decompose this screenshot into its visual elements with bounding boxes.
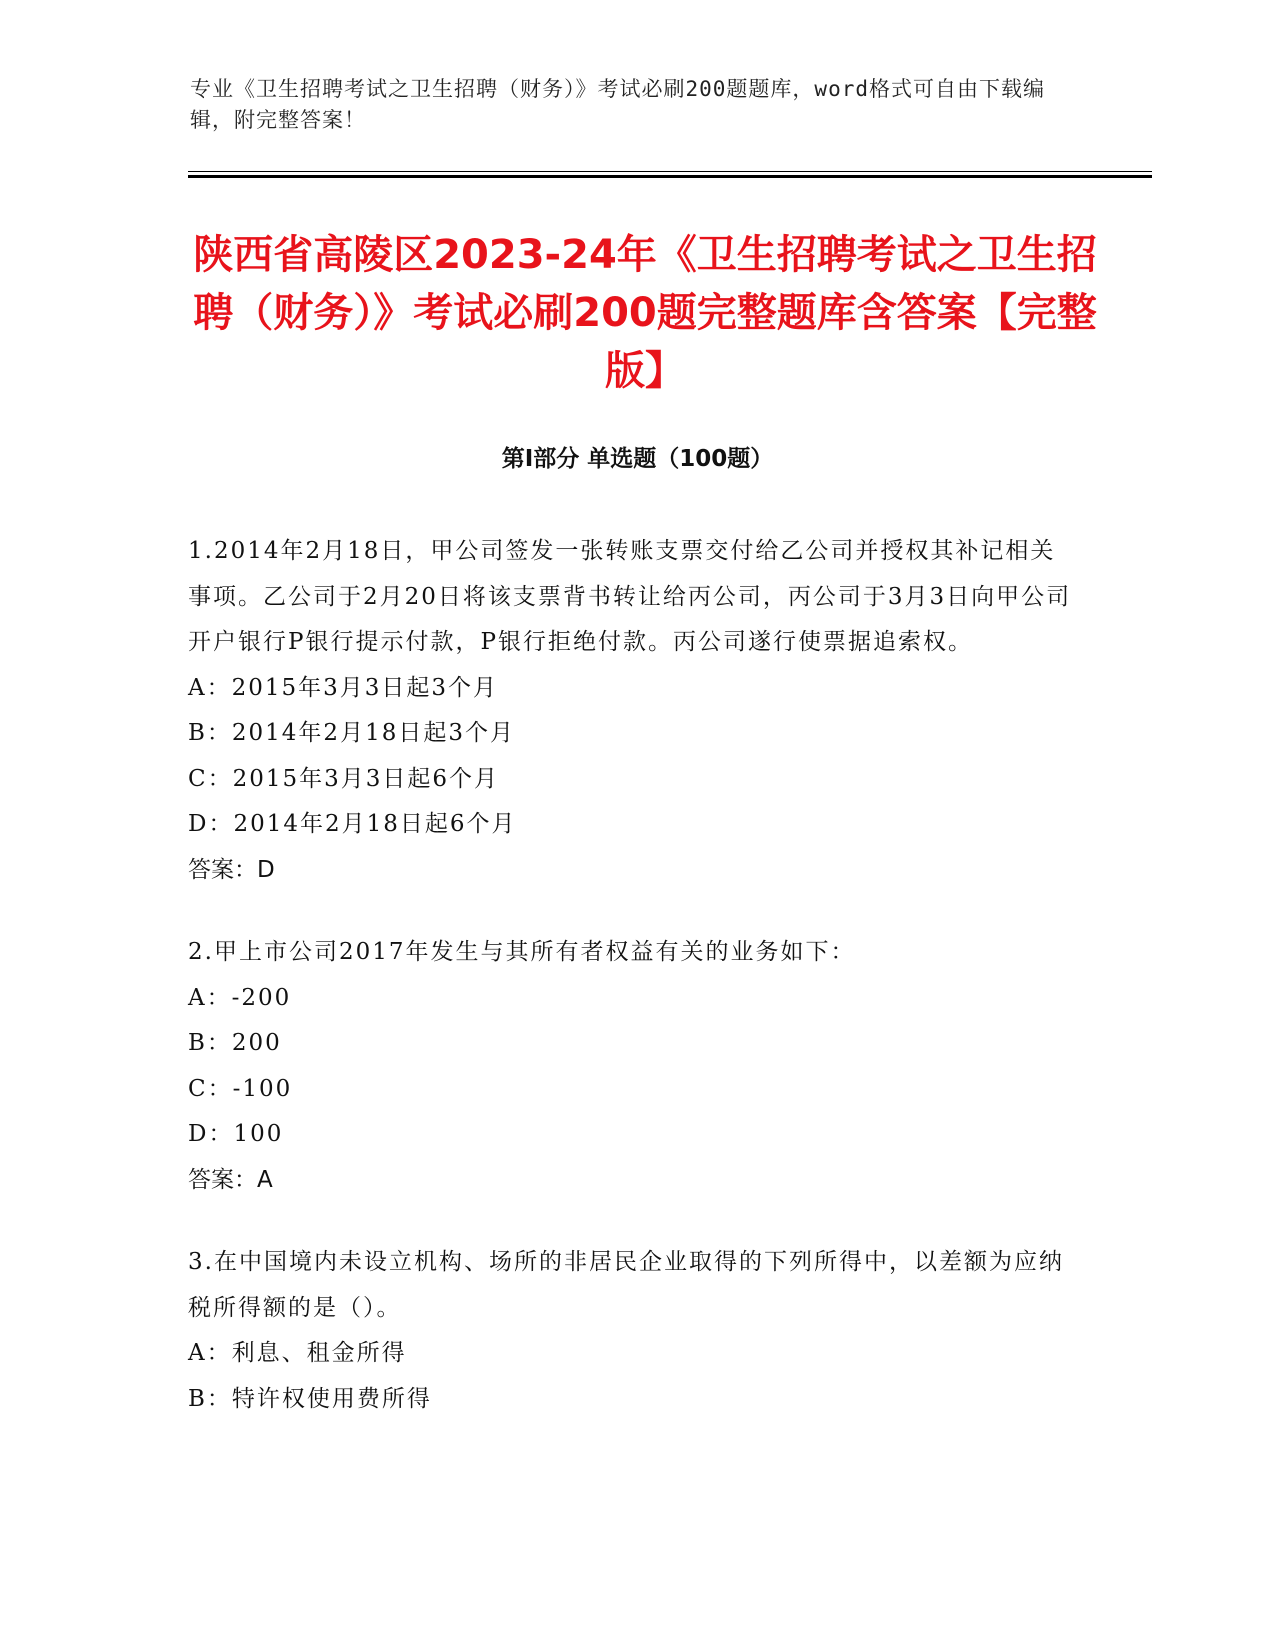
option-d: D：2014年2月18日起6个月 (188, 811, 517, 837)
option-b: B：200 (188, 1030, 282, 1056)
answer: 答案：A (188, 1166, 273, 1193)
answer: 答案：D (188, 856, 275, 883)
question-3 (188, 1240, 1078, 1422)
question-stem: 1.2014年2月18日，甲公司签发一张转账支票交付给乙公司并授权其补记相关事项。乙公司于2月20日将该支票背书转让给丙公司，丙公司于3月3日向甲公司开户银行P银行提示付款，P银行拒绝付款。丙公司遂行使票据追索权。 (188, 538, 1072, 655)
question-stem: 2.甲上市公司2017年发生与其所有者权益有关的业务如下： (188, 939, 856, 965)
header-divider-thick (188, 175, 1152, 178)
option-c: C：-100 (188, 1075, 293, 1102)
option-a: A：利息、租金所得 (188, 1340, 407, 1366)
question-stem: 3.在中国境内未设立机构、场所的非居民企业取得的下列所得中，以差额为应纳税所得额的是（）。 (188, 1249, 1064, 1321)
option-b: B：2014年2月18日起3个月 (188, 720, 515, 746)
option-b: B：特许权使用费所得 (188, 1385, 432, 1412)
section-title: 第Ⅰ部分 单选题（100题） (501, 446, 774, 472)
question-1 (188, 529, 1078, 893)
question-2 (188, 930, 1078, 1203)
document-title: 陕西省高陵区2023-24年《卫生招聘考试之卫生招聘（财务）》考试必刷200题完整题库含答案【完整版】 (193, 232, 1097, 394)
option-a: A：2015年3月3日起3个月 (188, 674, 499, 701)
header-divider-thin (188, 171, 1152, 172)
header-note: 专业《卫生招聘考试之卫生招聘（财务）》考试必刷200题题库，word格式可自由下载编辑，附完整答案！ (190, 77, 1045, 132)
option-c: C：2015年3月3日起6个月 (188, 765, 500, 792)
option-a: A：-200 (188, 984, 292, 1011)
question-list (188, 529, 1078, 1459)
option-d: D：100 (188, 1121, 284, 1147)
